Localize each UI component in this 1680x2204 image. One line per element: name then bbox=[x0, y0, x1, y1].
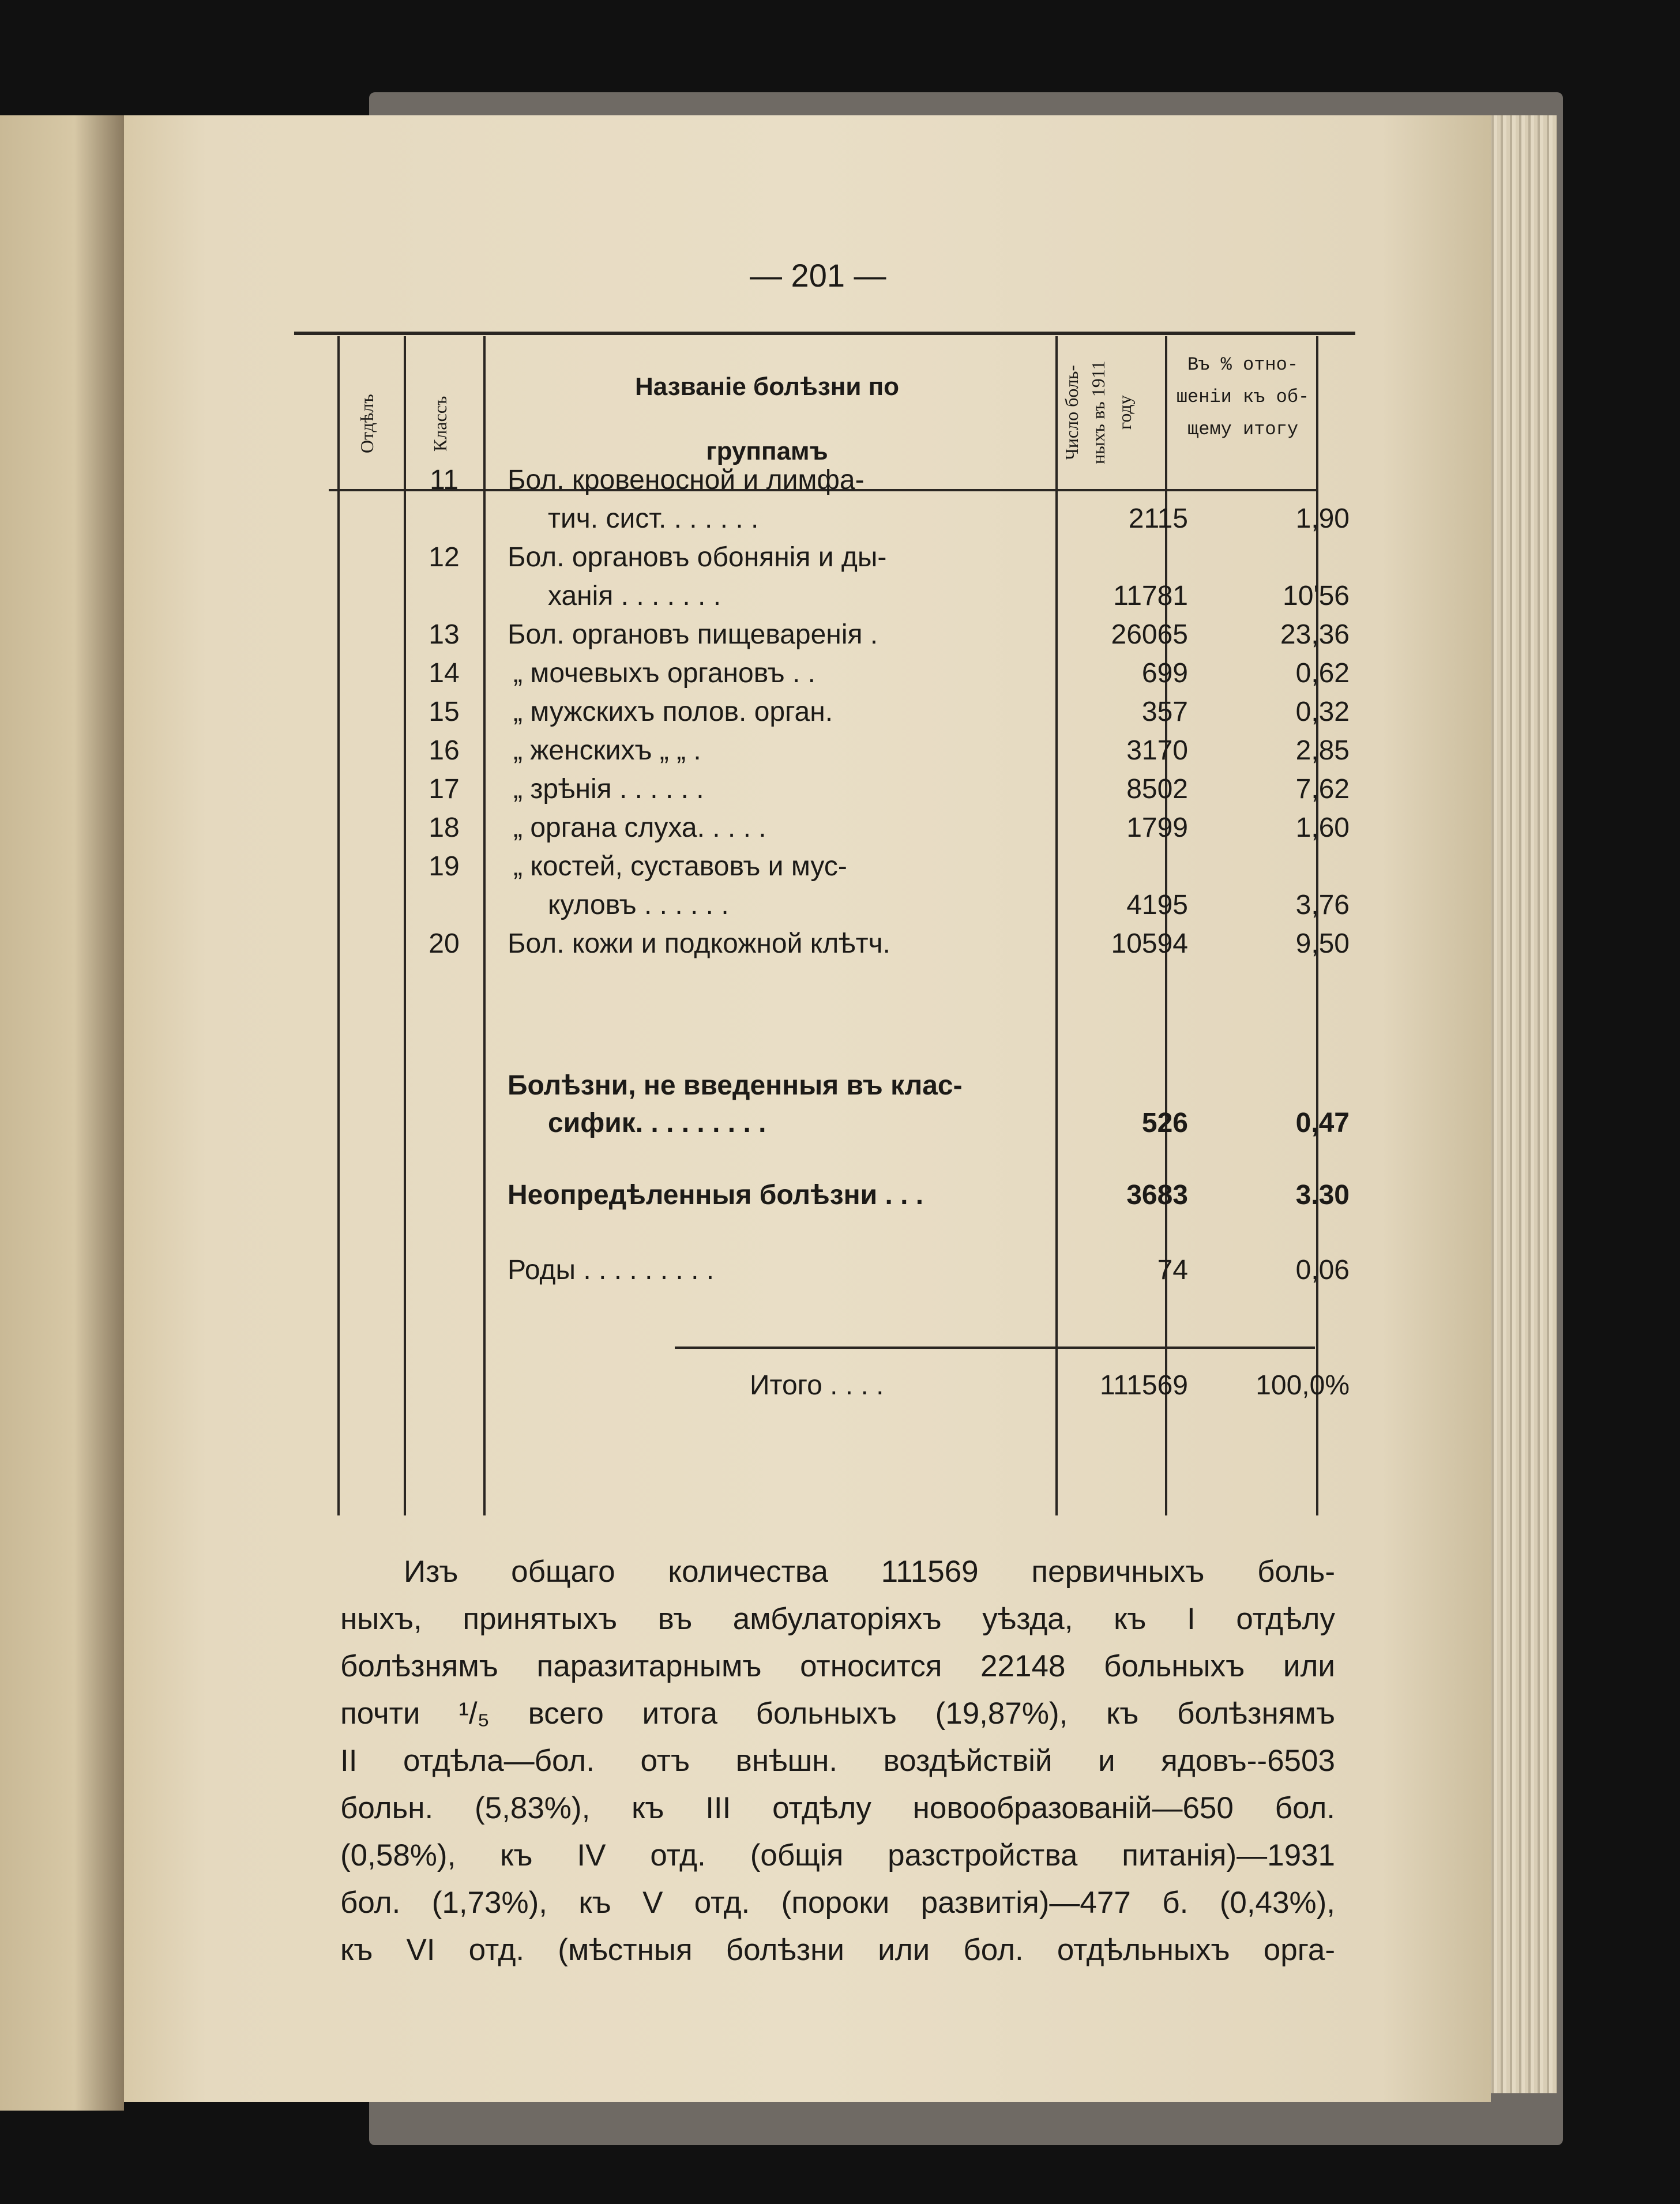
paragraph-line: (0,58%), къ IV отд. (общія разстройства питанія)—1931 bbox=[340, 1838, 1335, 1872]
row-name-line: Бол. органовъ пищеваренія . bbox=[508, 619, 878, 650]
row-name-line: куловъ . . . . . . bbox=[548, 890, 729, 920]
table-top-rule bbox=[294, 332, 1355, 335]
row-class-number: 19 bbox=[429, 851, 460, 882]
row-name-line: „ мочевыхъ органовъ . . bbox=[513, 658, 815, 689]
paragraph-line: ныхъ, принятыхъ въ амбулаторіяхъ уѣзда, къ I отдѣлу bbox=[340, 1602, 1335, 1636]
header-percent: Въ % отно- шеніи къ об- щему итогу bbox=[1176, 354, 1310, 440]
row-class-number: 14 bbox=[429, 658, 460, 689]
row-percent: 1,60 bbox=[1295, 813, 1350, 843]
row-name-line: „ органа слуха. . . . . bbox=[513, 813, 766, 843]
paragraph-line: II отдѣла—бол. отъ внѣшн. воздѣйствій и ядовъ--6503 bbox=[340, 1744, 1335, 1778]
unclassified-count: 526 bbox=[1141, 1108, 1188, 1138]
header-section: Отдѣлъ bbox=[356, 394, 377, 454]
undetermined-count: 3683 bbox=[1126, 1180, 1188, 1210]
header-class: Классъ bbox=[430, 396, 450, 452]
paragraph-line: бол. (1,73%), къ V отд. (пороки развитія)—477 б. (0,43%), bbox=[340, 1886, 1335, 1920]
row-percent: 23,36 bbox=[1280, 619, 1350, 650]
undetermined-percent: 3.30 bbox=[1295, 1180, 1350, 1210]
row-count: 26065 bbox=[1111, 619, 1188, 650]
row-name-line: тич. сист. . . . . . . bbox=[548, 503, 759, 534]
row-count: 2115 bbox=[1128, 503, 1188, 534]
col-divider bbox=[1055, 336, 1058, 1515]
paragraph-line: больн. (5,83%), къ III отдѣлу новообразованій—650 бол. bbox=[340, 1791, 1335, 1825]
row-class-number: 18 bbox=[429, 813, 460, 843]
total-count: 111569 bbox=[1099, 1370, 1188, 1401]
unclassified-label-1: Болѣзни, не введенныя въ клас- bbox=[508, 1070, 963, 1101]
births-count: 74 bbox=[1157, 1255, 1188, 1285]
row-count: 357 bbox=[1141, 697, 1188, 727]
row-percent: 2,85 bbox=[1295, 735, 1350, 766]
unclassified-percent: 0,47 bbox=[1295, 1108, 1350, 1138]
row-name-line: „ зрѣнія . . . . . . bbox=[513, 774, 704, 804]
births-percent: 0,06 bbox=[1295, 1255, 1350, 1285]
row-count: 3170 bbox=[1126, 735, 1188, 766]
row-class-number: 20 bbox=[429, 928, 460, 959]
row-class-number: 13 bbox=[429, 619, 460, 650]
row-name-line: Бол. кожи и подкожной клѣтч. bbox=[508, 928, 891, 959]
row-class-number: 15 bbox=[429, 697, 460, 727]
row-name-line: Бол. органовъ обонянія и ды- bbox=[508, 542, 887, 573]
row-count: 10594 bbox=[1111, 928, 1188, 959]
total-label: Итого . . . . bbox=[750, 1370, 884, 1401]
row-percent: 3,76 bbox=[1295, 890, 1350, 920]
row-class-number: 11 bbox=[430, 465, 458, 495]
undetermined-label: Неопредѣленныя болѣзни . . . bbox=[508, 1180, 924, 1210]
row-name-line: „ мужскихъ полов. орган. bbox=[513, 697, 833, 727]
paragraph-line: Изъ общаго количества 111569 первичныхъ боль- bbox=[404, 1555, 1335, 1589]
row-count: 4195 bbox=[1126, 890, 1188, 920]
header-name: Названіе болѣзни по группамъ bbox=[634, 373, 900, 465]
disease-table bbox=[294, 332, 1355, 1520]
row-name-line: „ женскихъ „ „ . bbox=[513, 735, 701, 766]
col-divider bbox=[483, 336, 486, 1515]
total-percent: 100,0% bbox=[1256, 1370, 1350, 1401]
header-count: Число боль- ныхъ въ 1911 году bbox=[1061, 360, 1135, 464]
row-count: 8502 bbox=[1126, 774, 1188, 804]
paragraph-line: къ VI отд. (мѣстныя болѣзни или бол. отдѣльныхъ орга- bbox=[340, 1933, 1335, 1967]
total-rule bbox=[675, 1347, 1315, 1349]
col-divider bbox=[337, 336, 340, 1515]
paragraph-line: болѣзнямъ паразитарнымъ относится 22148 больныхъ или bbox=[340, 1649, 1335, 1683]
row-count: 11781 bbox=[1113, 581, 1188, 611]
row-class-number: 17 bbox=[429, 774, 460, 804]
row-name-line: Бол. кровеносной и лимфа- bbox=[508, 465, 865, 495]
row-count: 699 bbox=[1141, 658, 1188, 689]
unclassified-label-2: сифик. . . . . . . . . bbox=[548, 1108, 766, 1138]
paragraph-line: почти ¹/₅ всего итога больныхъ (19,87%), къ болѣзнямъ bbox=[340, 1697, 1335, 1731]
row-class-number: 12 bbox=[429, 542, 460, 573]
page-edges bbox=[1488, 115, 1557, 2093]
page-number: — 201 — bbox=[750, 257, 886, 294]
row-count: 1799 bbox=[1126, 813, 1188, 843]
body-paragraph bbox=[340, 1548, 1335, 1974]
row-percent: 7,62 bbox=[1295, 774, 1350, 804]
row-percent: 9,50 bbox=[1295, 928, 1350, 959]
row-percent: 0,62 bbox=[1295, 658, 1350, 689]
row-name-line: ханія . . . . . . . bbox=[548, 581, 721, 611]
row-name-line: „ костей, суставовъ и мус- bbox=[513, 851, 847, 882]
row-percent: 10'56 bbox=[1283, 581, 1350, 611]
row-class-number: 16 bbox=[429, 735, 460, 766]
births-label: Роды . . . . . . . . . bbox=[508, 1255, 715, 1285]
left-page bbox=[0, 115, 124, 2111]
row-percent: 1,90 bbox=[1295, 503, 1350, 534]
col-divider bbox=[404, 336, 406, 1515]
row-percent: 0,32 bbox=[1295, 697, 1350, 727]
